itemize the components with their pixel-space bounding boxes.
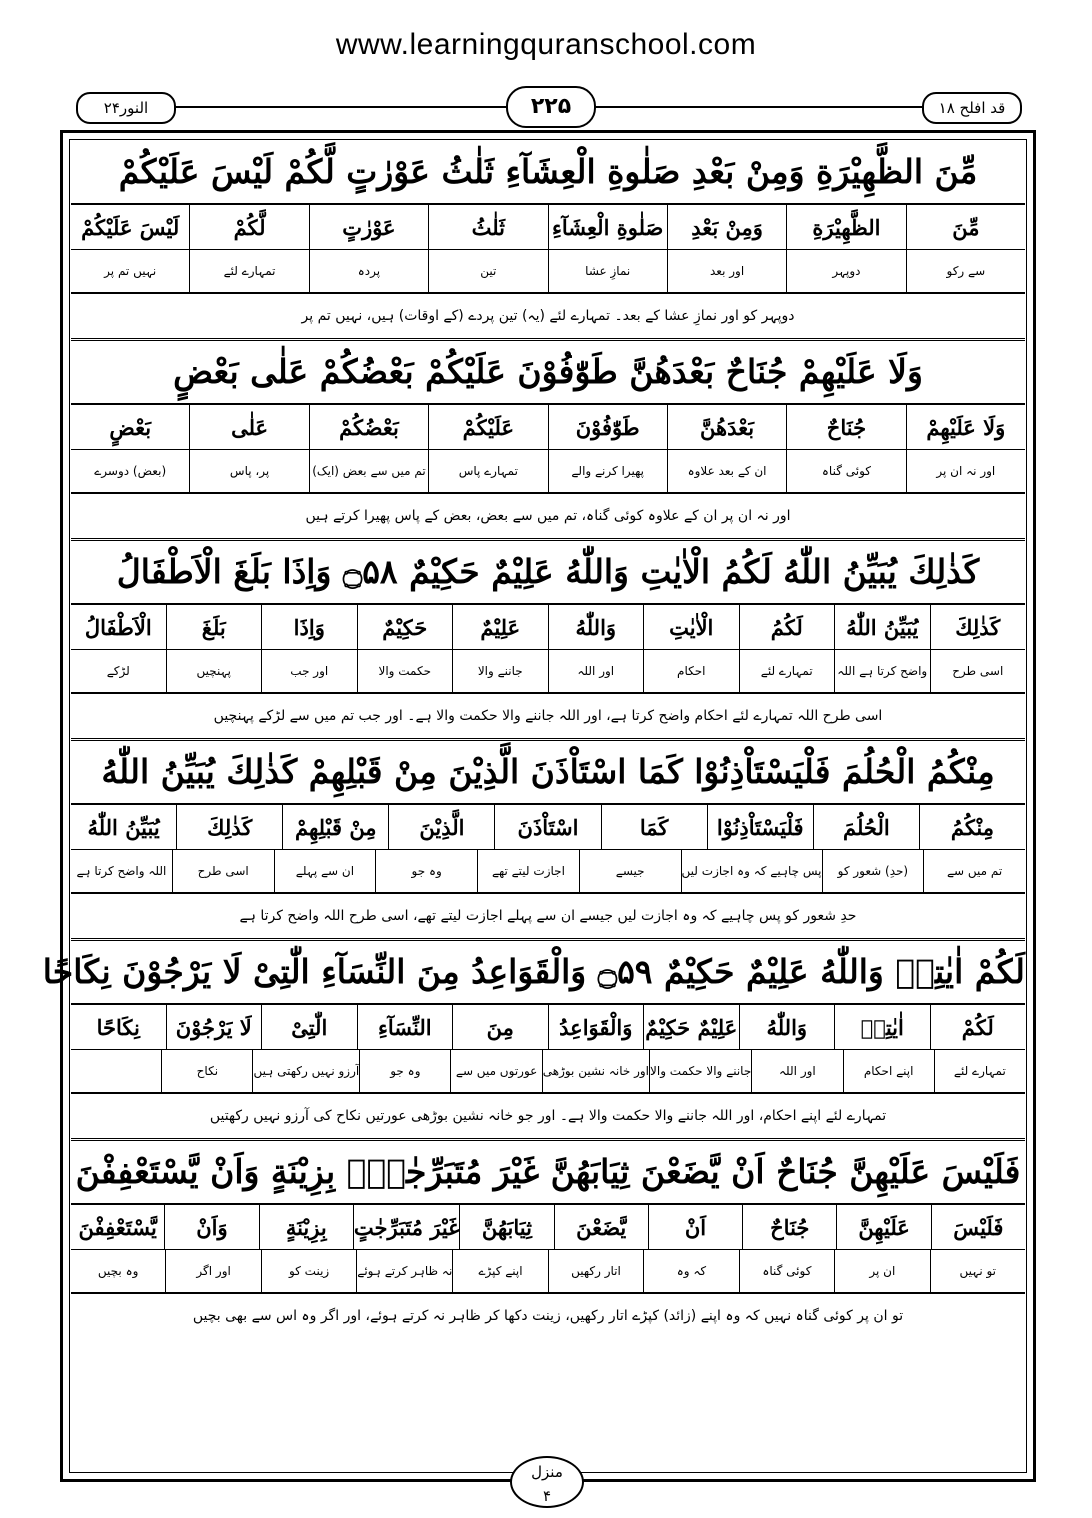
urdu-meaning-row bbox=[71, 1250, 1025, 1294]
urdu-meaning-cell: نمازِ عشا bbox=[548, 250, 667, 292]
urdu-meaning-row bbox=[71, 250, 1025, 294]
urdu-meaning-cell: کوئی گناہ bbox=[739, 1250, 834, 1292]
urdu-meaning-cell: اور بعد bbox=[667, 250, 786, 292]
arabic-word-cell: عَوْرٰتٍ bbox=[309, 205, 428, 249]
urdu-meaning-cell: ان کے بعد علاوہ bbox=[667, 450, 786, 492]
arabic-word-cell: مِنْ قَبْلِهِمْ bbox=[282, 805, 388, 849]
arabic-word-cell: بَعْضٍ bbox=[109, 414, 152, 440]
urdu-meaning-cell: اسی طرح bbox=[172, 850, 274, 892]
urdu-translation: دوپہر کو اور نمازِ عشا کے بعد۔ تمہارے لئے (یہ) تین پردے (کے اوقات) ہیں، نہیں تم پر bbox=[71, 294, 1025, 341]
arabic-word-cell: وَمِنْ بَعْدِ bbox=[667, 205, 786, 249]
urdu-meaning-cell: احکام bbox=[643, 650, 739, 692]
arabic-word-cell: لَكُمُ bbox=[739, 605, 835, 649]
arabic-word-row bbox=[71, 805, 1025, 850]
arabic-word-cell: جُنَاحٌ bbox=[786, 405, 905, 449]
arabic-word-cell: كَذٰلِكَ bbox=[930, 605, 1026, 649]
arabic-word-cell: مِنْكُمُ bbox=[919, 805, 1025, 849]
verse-block bbox=[71, 541, 1025, 741]
juz-name-label: قد افلح ۱۸ bbox=[922, 92, 1022, 124]
urdu-translation: اسی طرح اللہ تمہارے لئے احکام واضح کرتا ہے، اور اللہ جاننے والا حکمت والا ہے۔ اور جب تم میں سے لڑکے پہنچیں bbox=[71, 694, 1025, 741]
arabic-word-cell: حَكِيْمٌ bbox=[357, 605, 453, 649]
manzil-number: ۴ bbox=[542, 1487, 552, 1505]
urdu-meaning-cell: اجازت لیتے تھے bbox=[477, 850, 579, 892]
verse-block bbox=[71, 1141, 1025, 1338]
arabic-word-cell: ثِيَابَهُنَّ bbox=[459, 1205, 553, 1249]
arabic-verse: وَلَا عَلَيْهِمْ جُنَاحٌ بَعْدَهُنَّ طَوّٰفُوْنَ عَلَيْكُمْ بَعْضُكُمْ عَلٰى بَعْضٍ bbox=[71, 341, 1025, 405]
urdu-meaning-cell: پہنچیں bbox=[166, 650, 262, 692]
urdu-meaning-cell: کہ وہ bbox=[643, 1250, 738, 1292]
arabic-word-cell: لَكُمْ bbox=[930, 1005, 1026, 1049]
arabic-word-cell: الْاَطْفَالُ bbox=[84, 614, 152, 640]
urdu-meaning-cell: ان پر bbox=[834, 1250, 929, 1292]
urdu-meaning-cell: (حدِ) شعور کو bbox=[822, 850, 924, 892]
arabic-word-cell: مِّنَ bbox=[906, 205, 1025, 249]
arabic-verse: مِّنَ الظَّهِيْرَةِ وَمِنْ بَعْدِ صَلٰوةِ الْعِشَآءِ ثَلٰثُ عَوْرٰتٍ لَّكُمْ لَيْسَ عَلَيْكُمْ bbox=[71, 141, 1025, 205]
verse-block bbox=[71, 741, 1025, 941]
arabic-word-cell: فَلَيْسَ bbox=[931, 1205, 1025, 1249]
urdu-meaning-cell: واضح کرتا ہے اللہ bbox=[834, 650, 930, 692]
arabic-word-cell: كَذٰلِكَ bbox=[176, 805, 282, 849]
urdu-meaning-cell: تمہارے پاس bbox=[428, 450, 547, 492]
arabic-word-cell: لَيْسَ عَلَيْكُمْ bbox=[81, 214, 180, 240]
urdu-meaning-cell: اور اگر bbox=[165, 1250, 260, 1292]
arabic-verse: لَكُمْ اٰيٰتِهٖ وَاللّٰهُ عَلِيْمٌ حَكِيْمٌ ۝۵۹ وَالْقَوَاعِدُ مِنَ النِّسَآءِ الّٰتِىْ لَا يَرْجُوْنَ نِكَاحًا bbox=[71, 941, 1025, 1005]
arabic-word-cell: نِكَاحًا bbox=[96, 1014, 140, 1040]
urdu-meaning-cell: اپنے کپڑے bbox=[452, 1250, 547, 1292]
arabic-word-cell: النِّسَآءِ bbox=[357, 1005, 453, 1049]
arabic-word-cell: عَلِيْمٌ bbox=[452, 605, 548, 649]
arabic-word-cell: الْحُلُمَ bbox=[813, 805, 919, 849]
urdu-meaning-row bbox=[71, 650, 1025, 694]
verse-block bbox=[42, 941, 1025, 1141]
verse-block bbox=[71, 341, 1025, 541]
urdu-translation: تو ان پر کوئی گناہ نہیں کہ وہ اپنے (زائد) کپڑے اتار رکھیں، زینت دکھا کر ظاہر نہ کرتے ہوئے، اور اگر وہ اس سے بھی بچیں bbox=[192, 1308, 904, 1324]
arabic-word-cell: بَعْضُكُمْ bbox=[309, 405, 428, 449]
urdu-meaning-cell: اور خانہ نشین بوڑھی bbox=[542, 1050, 649, 1092]
arabic-word-cell: فَلْيَسْتَاْذِنُوْا bbox=[707, 805, 813, 849]
arabic-verse: فَلَيْسَ عَلَيْهِنَّ جُنَاحٌ اَنْ يَّضَعْنَ ثِيَابَهُنَّ غَيْرَ مُتَبَرِّجٰتٍۢ بِزِيْنَةٍ وَاَنْ يَّسْتَعْفِفْنَ bbox=[71, 1141, 1025, 1205]
urdu-meaning-cell bbox=[71, 1050, 161, 1092]
urdu-translation: حدِ شعور کو پس چاہیے کہ وہ اجازت لیں جیسے ان سے پہلے اجازت لیتے تھے، اسی طرح اللہ واضح کرتا ہے bbox=[71, 894, 1025, 941]
urdu-meaning-row bbox=[71, 1050, 1025, 1094]
arabic-word-cell: عَلَيْكُمْ bbox=[428, 405, 547, 449]
manzil-badge bbox=[510, 1456, 584, 1508]
arabic-word-cell: الّٰتِىْ bbox=[261, 1005, 357, 1049]
urdu-meaning-cell: پس چاہیے کہ وہ اجازت لیں bbox=[681, 850, 822, 892]
verse-block bbox=[71, 141, 1025, 341]
urdu-meaning-cell: اسی طرح bbox=[930, 650, 1026, 692]
urdu-meaning-cell: اور اللہ bbox=[548, 650, 644, 692]
arabic-word-cell: عَلٰى bbox=[189, 405, 308, 449]
urdu-meaning-cell: تین bbox=[428, 250, 547, 292]
arabic-word-cell: الْاٰيٰتِ bbox=[643, 605, 739, 649]
arabic-word-cell: الَّذِيْنَ bbox=[388, 805, 494, 849]
arabic-word-cell: وَاِذَا bbox=[261, 605, 357, 649]
urdu-meaning-cell: جاننے والا حکمت والا bbox=[649, 1050, 751, 1092]
urdu-meaning-cell: ان سے پہلے bbox=[274, 850, 376, 892]
arabic-verse: مِنْكُمُ الْحُلُمَ فَلْيَسْتَاْذِنُوْا كَمَا اسْتَاْذَنَ الَّذِيْنَ مِنْ قَبْلِهِمْ كَذٰلِكَ يُبَيِّنُ اللّٰهُ bbox=[71, 741, 1025, 805]
urdu-meaning-cell: عورتوں میں سے bbox=[450, 1050, 541, 1092]
urdu-meaning-cell: آرزو نہیں رکھتی ہیں bbox=[252, 1050, 359, 1092]
urdu-meaning-cell: جیسے bbox=[579, 850, 681, 892]
urdu-meaning-cell: دوپہر bbox=[786, 250, 905, 292]
surah-name-label: النور۲۴ bbox=[76, 92, 176, 124]
urdu-meaning-cell: نہیں تم پر bbox=[104, 264, 157, 278]
page-number: ۲۲۵ bbox=[506, 86, 596, 128]
urdu-meaning-cell: تمہارے لئے bbox=[189, 250, 308, 292]
urdu-meaning-cell: لڑکے bbox=[106, 664, 130, 678]
arabic-word-row bbox=[71, 605, 1025, 650]
arabic-word-cell: اٰيٰتِهٖ bbox=[834, 1005, 930, 1049]
arabic-word-cell: وَلَا عَلَيْهِمْ bbox=[906, 405, 1025, 449]
arabic-word-cell: يُبَيِّنُ اللّٰهُ bbox=[87, 814, 160, 840]
arabic-word-cell: وَاللّٰهُ bbox=[739, 1005, 835, 1049]
urdu-meaning-cell: (بعض) دوسرے bbox=[94, 464, 167, 478]
arabic-word-cell: وَاللّٰهُ bbox=[548, 605, 644, 649]
urdu-meaning-cell: وہ بچیں bbox=[97, 1264, 139, 1278]
urdu-meaning-cell: سے رکو bbox=[906, 250, 1025, 292]
arabic-word-cell: ثَلٰثُ bbox=[428, 205, 547, 249]
urdu-meaning-cell: پھیرا کرنے والے bbox=[548, 450, 667, 492]
arabic-word-cell: يَّضَعْنَ bbox=[554, 1205, 648, 1249]
content-area bbox=[42, 141, 1025, 1338]
urdu-meaning-cell: وہ جو bbox=[375, 850, 477, 892]
urdu-meaning-cell: حکمت والا bbox=[357, 650, 453, 692]
page-header bbox=[76, 86, 1022, 128]
arabic-word-row bbox=[71, 205, 1025, 250]
arabic-word-cell: يَّسْتَعْفِفْنَ bbox=[78, 1214, 157, 1240]
urdu-meaning-cell: تو نہیں bbox=[930, 1250, 1025, 1292]
arabic-word-cell: طَوّٰفُوْنَ bbox=[548, 405, 667, 449]
arabic-word-cell: بَلَغَ bbox=[166, 605, 262, 649]
header-divider-left bbox=[174, 106, 506, 108]
site-url: www.learningquranschool.com bbox=[335, 28, 757, 61]
arabic-word-cell: وَالْقَوَاعِدُ bbox=[548, 1005, 644, 1049]
urdu-meaning-cell: نہ ظاہر کرتے ہوئے bbox=[356, 1250, 452, 1292]
urdu-meaning-cell: اور نہ ان پر bbox=[906, 450, 1025, 492]
arabic-word-cell: اَنْ bbox=[648, 1205, 742, 1249]
arabic-verse: كَذٰلِكَ يُبَيِّنُ اللّٰهُ لَكُمُ الْاٰيٰتِ وَاللّٰهُ عَلِيْمٌ حَكِيْمٌ ۝۵۸ وَاِذَا بَلَغَ الْاَطْفَالُ bbox=[71, 541, 1025, 605]
urdu-meaning-cell: پر، پاس bbox=[189, 450, 308, 492]
arabic-word-cell: لَّكُمْ bbox=[189, 205, 308, 249]
urdu-translation: اور نہ ان پر ان کے علاوہ کوئی گناہ، تم میں سے بعض، بعض کے پاس پھیرا کرتے ہیں bbox=[71, 494, 1025, 541]
arabic-word-row bbox=[71, 1205, 1025, 1250]
urdu-meaning-cell: اور اللہ bbox=[751, 1050, 842, 1092]
arabic-word-cell: عَلَيْهِنَّ bbox=[836, 1205, 930, 1249]
arabic-word-row bbox=[71, 1005, 1025, 1050]
arabic-word-cell: يُبَيِّنُ اللّٰهُ bbox=[834, 605, 930, 649]
urdu-meaning-row bbox=[71, 450, 1025, 494]
urdu-meaning-cell: تم میں سے بعض (ایک) bbox=[309, 450, 428, 492]
urdu-meaning-cell: وہ جو bbox=[359, 1050, 450, 1092]
urdu-meaning-cell: تم میں سے bbox=[923, 850, 1025, 892]
urdu-meaning-cell: نکاح bbox=[161, 1050, 252, 1092]
arabic-word-cell: مِنَ bbox=[452, 1005, 548, 1049]
urdu-meaning-row bbox=[71, 850, 1025, 894]
arabic-word-cell: الظَّهِيْرَةِ bbox=[786, 205, 905, 249]
urdu-meaning-cell: جاننے والا bbox=[452, 650, 548, 692]
urdu-meaning-cell: زینت کو bbox=[261, 1250, 356, 1292]
urdu-meaning-cell: کوئی گناہ bbox=[786, 450, 905, 492]
urdu-meaning-cell: پردہ bbox=[309, 250, 428, 292]
arabic-word-cell: اسْتَاْذَنَ bbox=[494, 805, 600, 849]
arabic-word-cell: غَيْرَ مُتَبَرِّجٰتٍ bbox=[353, 1205, 459, 1249]
urdu-meaning-cell: اتار رکھیں bbox=[548, 1250, 643, 1292]
arabic-word-cell: لَا يَرْجُوْنَ bbox=[166, 1005, 262, 1049]
arabic-word-cell: جُنَاحٌ bbox=[742, 1205, 836, 1249]
header-divider-right bbox=[594, 106, 924, 108]
urdu-meaning-cell: تمہارے لئے bbox=[934, 1050, 1025, 1092]
arabic-word-cell: وَاَنْ bbox=[164, 1205, 258, 1249]
page-frame bbox=[42, 130, 1036, 1482]
urdu-meaning-cell: اللہ واضح کرتا ہے bbox=[76, 864, 167, 878]
manzil-label: منزل bbox=[531, 1463, 563, 1481]
urdu-meaning-cell: تمہارے لئے bbox=[739, 650, 835, 692]
arabic-word-cell: عَلِيْمٌ حَكِيْمٌ bbox=[643, 1005, 739, 1049]
arabic-word-cell: كَمَا bbox=[601, 805, 707, 849]
urdu-translation: تمہارے لئے اپنے احکام، اور اللہ جاننے والا حکمت والا ہے۔ اور جو خانہ نشین بوڑھی عورتیں نکاح کی آرزو نہیں رکھتیں bbox=[71, 1094, 1025, 1141]
arabic-word-cell: بَعْدَهُنَّ bbox=[667, 405, 786, 449]
urdu-meaning-cell: اور جب bbox=[261, 650, 357, 692]
urdu-meaning-cell: اپنے احکام bbox=[843, 1050, 934, 1092]
arabic-word-row bbox=[71, 405, 1025, 450]
arabic-word-cell: بِزِيْنَةٍ bbox=[259, 1205, 353, 1249]
arabic-word-cell: صَلٰوةِ الْعِشَآءِ bbox=[548, 205, 667, 249]
